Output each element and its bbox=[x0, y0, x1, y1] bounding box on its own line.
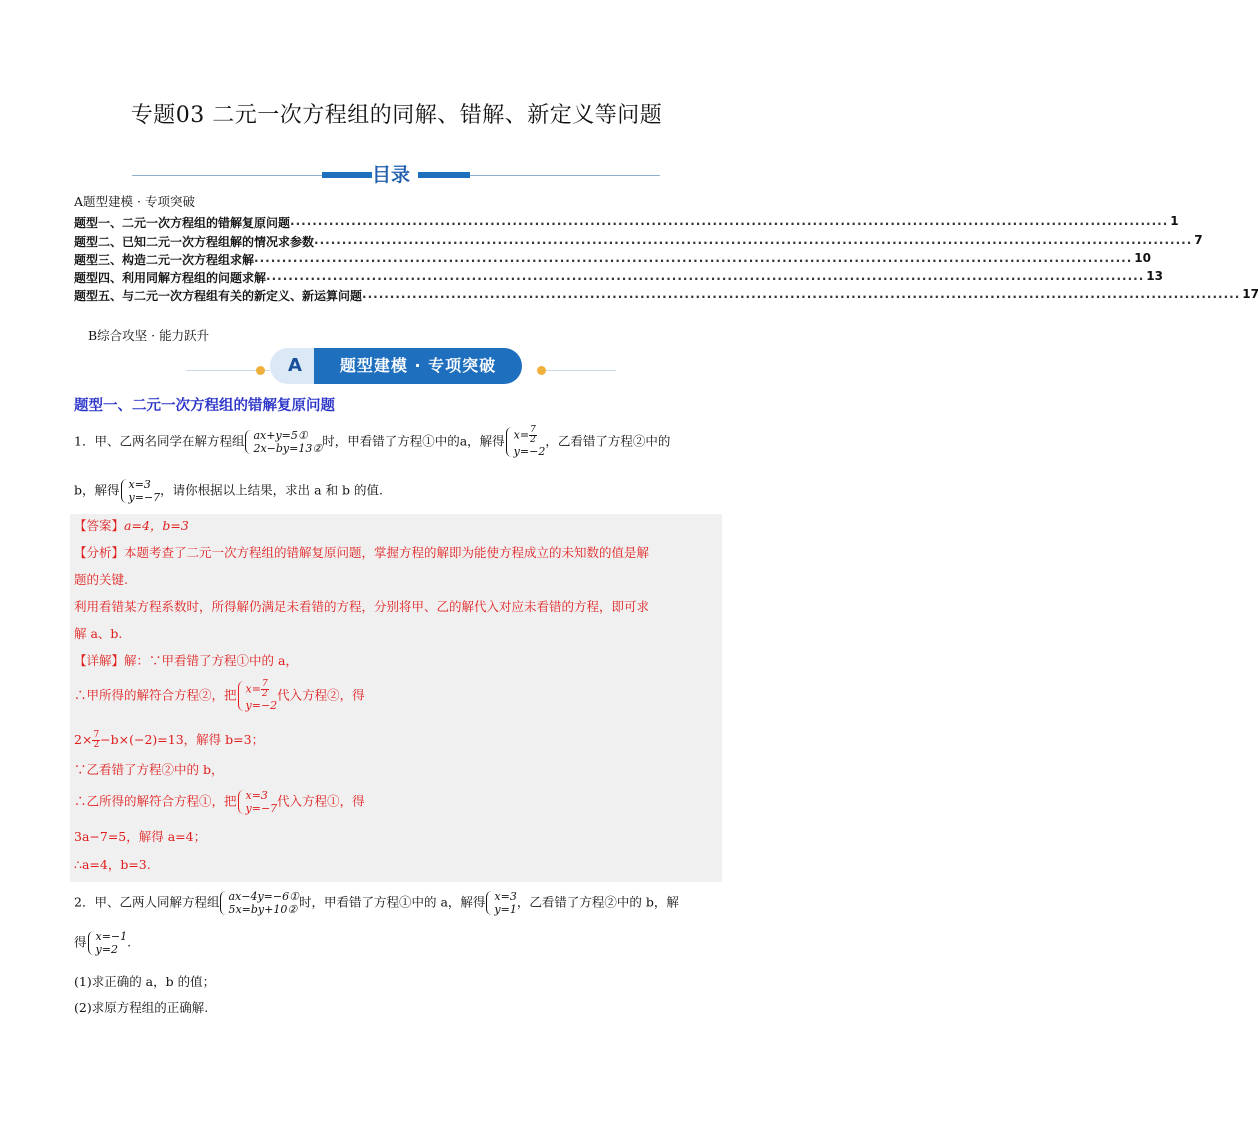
toc-item[interactable] bbox=[74, 269, 1163, 286]
solution-y: y=−7 bbox=[245, 802, 278, 815]
solution-x: x= bbox=[513, 428, 530, 442]
analysis-line: 利用看错某方程系数时，所得解仍满足未看错的方程，分别将甲、乙的解代入对应未看错的方程，即可求 bbox=[74, 599, 650, 614]
analysis-label: 【分析】 bbox=[74, 545, 125, 560]
toc-item-text: 题型三、构造二元一次方程组求解 bbox=[74, 253, 255, 267]
q2-text: 2．甲、乙两人同解方程组 bbox=[74, 894, 220, 910]
answer-line bbox=[74, 516, 189, 536]
solution-y: y=−2 bbox=[513, 445, 546, 458]
q1-text: ，请你根据以上结果，求出 a 和 b 的值. bbox=[160, 482, 383, 498]
solution-system bbox=[237, 680, 278, 712]
detail-text: 代入方程①，得 bbox=[277, 793, 365, 809]
solution-system bbox=[505, 426, 546, 458]
detail-text: ∴乙所得的解符合方程①，把 bbox=[74, 793, 237, 809]
equation-system bbox=[219, 890, 299, 916]
fraction bbox=[92, 731, 100, 750]
solution-y: y=1 bbox=[494, 903, 517, 916]
question-2-part-2: (2)求原方程组的正确解. bbox=[74, 1000, 209, 1015]
q2-text: ，乙看错了方程②中的 b，解 bbox=[516, 894, 679, 910]
equation-1: ax+y=5① bbox=[253, 429, 308, 442]
solution-y: y=−2 bbox=[245, 699, 278, 712]
toc-item[interactable] bbox=[74, 214, 1179, 231]
q2-text: 时，甲看错了方程①中的 a，解得 bbox=[298, 894, 486, 910]
analysis-line: 题的关键. bbox=[74, 572, 128, 587]
toc-item-page: 7 bbox=[1194, 233, 1203, 247]
answer-text: a=4，b=3 bbox=[124, 518, 189, 533]
q1-text: 时，甲看错了方程①中的a，解得 bbox=[322, 433, 505, 449]
toc-leader: .............................................................................................................................................................. bbox=[314, 233, 1193, 247]
solution-system bbox=[485, 890, 516, 916]
equation-2: 5x=by+10② bbox=[228, 903, 298, 916]
banner-line-right bbox=[546, 370, 616, 371]
question-1-line2 bbox=[74, 478, 726, 504]
detail-line: 3a−7=5，解得 a=4； bbox=[74, 829, 207, 844]
section-heading: 题型一、二元一次方程组的错解复原问题 bbox=[74, 398, 335, 414]
toc-leader: .............................................................................................................................................................. bbox=[290, 214, 1169, 228]
question-2-part-1: (1)求正确的 a，b 的值； bbox=[74, 974, 216, 989]
solution-x: x=3 bbox=[128, 478, 151, 491]
toc-label: 目录 bbox=[372, 164, 411, 186]
analysis-text: 本题考查了二元一次方程组的错解复原问题，掌握方程的解即为能使方程成立的未知数的值是解 bbox=[124, 545, 650, 560]
solution-system bbox=[237, 789, 278, 815]
toc-accent-right bbox=[418, 172, 470, 178]
page-title: 专题03 二元一次方程组的同解、错解、新定义等问题 bbox=[130, 103, 663, 128]
toc-item-text: 题型四、利用同解方程组的问题求解 bbox=[74, 271, 267, 285]
solution-system bbox=[87, 930, 128, 956]
equation-2: 2x−by=13② bbox=[253, 442, 323, 455]
detail-text: 2× bbox=[74, 732, 93, 747]
q2-text: 得 bbox=[74, 934, 87, 950]
detail-text: −b×(−2)=13，解得 b=3； bbox=[100, 732, 265, 747]
toc-item-text: 题型五、与二元一次方程组有关的新定义、新运算问题 bbox=[74, 289, 363, 303]
detail-line bbox=[74, 651, 298, 671]
toc-item-page: 10 bbox=[1134, 251, 1151, 265]
toc-divider-right bbox=[470, 175, 660, 176]
toc-item-page: 17 bbox=[1242, 287, 1259, 301]
toc-item-text: 题型一、二元一次方程组的错解复原问题 bbox=[74, 216, 291, 230]
q2-text: . bbox=[127, 934, 132, 950]
fraction-numerator: 7 bbox=[93, 730, 100, 740]
solution-x: x=−1 bbox=[95, 930, 128, 943]
solution-y: y=−7 bbox=[128, 491, 161, 504]
analysis-line bbox=[74, 543, 726, 563]
toc-item[interactable] bbox=[74, 233, 1203, 250]
fraction-denominator: 2 bbox=[261, 689, 268, 699]
question-2-line2 bbox=[74, 930, 726, 956]
banner-text: 题型建模 · 专项突破 bbox=[314, 348, 522, 384]
toc-leader: .............................................................................................................................................................. bbox=[266, 269, 1145, 283]
detail-text: 解：∵甲看错了方程①中的 a， bbox=[124, 653, 298, 668]
toc-section-b: B综合攻坚 · 能力跃升 bbox=[88, 328, 210, 343]
toc-section-a: A题型建模 · 专项突破 bbox=[74, 194, 195, 209]
toc-divider-left bbox=[132, 175, 322, 176]
toc-leader: .............................................................................................................................................................. bbox=[362, 287, 1241, 301]
analysis-line: 解 a、b. bbox=[74, 626, 123, 641]
q1-text: 1．甲、乙两名同学在解方程组 bbox=[74, 433, 245, 449]
detail-line: ∴a=4，b=3. bbox=[74, 857, 151, 872]
fraction-denominator: 2 bbox=[530, 435, 536, 445]
toc-item[interactable] bbox=[74, 251, 1151, 268]
detail-line bbox=[74, 680, 365, 712]
q1-text: b，解得 bbox=[74, 482, 120, 498]
toc-accent-left bbox=[322, 172, 372, 178]
toc-item-page: 13 bbox=[1146, 269, 1163, 283]
solution-system bbox=[120, 478, 161, 504]
detail-line: ∵乙看错了方程②中的 b， bbox=[74, 762, 224, 777]
toc-item[interactable] bbox=[74, 287, 1259, 304]
detail-text: ∴甲所得的解符合方程②，把 bbox=[74, 687, 237, 703]
banner-letter: A bbox=[270, 348, 320, 384]
fraction-numerator: 7 bbox=[530, 425, 536, 435]
section-banner bbox=[270, 348, 522, 384]
toc-leader: .............................................................................................................................................................. bbox=[254, 251, 1133, 265]
solution-x: x=3 bbox=[245, 789, 268, 802]
question-2 bbox=[74, 890, 726, 916]
toc-item-text: 题型二、已知二元一次方程组解的情况求参数 bbox=[74, 235, 315, 249]
equation-system bbox=[244, 429, 322, 455]
fraction bbox=[529, 426, 537, 445]
fraction-denominator: 2 bbox=[93, 740, 100, 750]
detail-line bbox=[74, 789, 365, 815]
fraction-numerator: 7 bbox=[261, 679, 268, 689]
solution-x: x= bbox=[245, 682, 261, 696]
toc-item-page: 1 bbox=[1170, 214, 1179, 228]
detail-text: 代入方程②，得 bbox=[277, 687, 365, 703]
equation-1: ax−4y=−6① bbox=[228, 890, 299, 903]
fraction bbox=[261, 680, 269, 699]
solution-x: x=3 bbox=[494, 890, 517, 903]
answer-label: 【答案】 bbox=[74, 518, 125, 533]
q1-text: ，乙看错了方程②中的 bbox=[545, 433, 671, 449]
question-1 bbox=[74, 426, 726, 458]
banner-dot-left bbox=[256, 366, 265, 375]
detail-line bbox=[74, 730, 264, 750]
solution-y: y=2 bbox=[95, 943, 118, 956]
detail-label: 【详解】 bbox=[74, 653, 125, 668]
banner-dot-right bbox=[537, 366, 546, 375]
